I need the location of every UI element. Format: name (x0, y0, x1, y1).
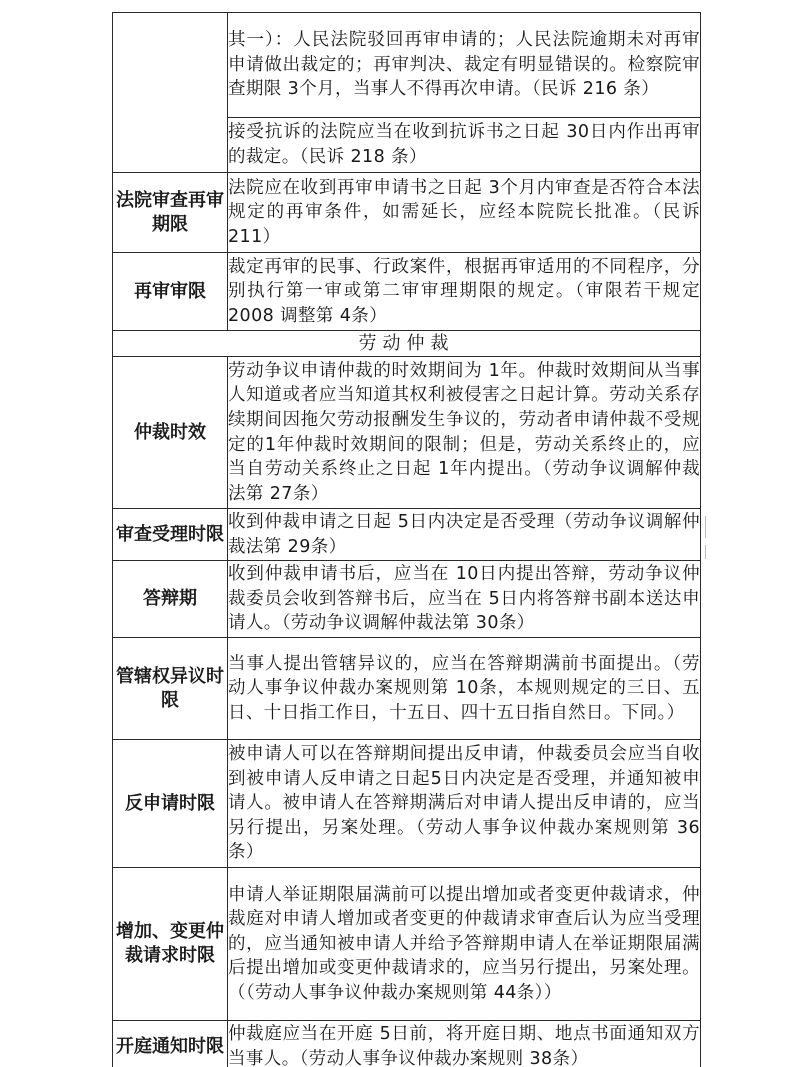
row-label (113, 13, 228, 173)
table-row (113, 357, 701, 509)
row-content: 其一）：人民法院驳回再审申请的；人民法院逾期未对再审申请做出裁定的；再审判决、裁定有明显错误的。检察院审查期限 3个月，当事人不得再次申请。（民诉 216 条） (228, 13, 701, 118)
row-content: 劳动争议申请仲裁的时效期间为 1年。仲裁时效期间从当事人知道或者应当知道其权利被侵害之日起计算。劳动关系存续期间因拖欠劳动报酬发生争议的，劳动者申请仲裁不受规定的1年仲裁时效期间的限制；但是，劳动关系终止的，应当自劳动关系终止之日起 1年内提出。（劳动争议调解仲裁法第 27条） (228, 357, 701, 509)
table-row (113, 638, 701, 740)
table-row (113, 868, 701, 1021)
margin-mark (705, 516, 712, 538)
row-label: 增加、变更仲裁请求时限 (113, 868, 228, 1021)
row-content: 当事人提出管辖异议的，应当在答辩期满前书面提出。（劳动人事争议仲裁办案规则第 10条，本规则规定的三日、五日、十日指工作日，十五日、四十五日指自然日。下同。） (228, 638, 701, 740)
row-label: 反申请时限 (113, 740, 228, 868)
table-row (113, 509, 701, 561)
row-label: 仲裁时效 (113, 357, 228, 509)
table-row (113, 561, 701, 638)
row-content: 收到仲裁申请书后，应当在 10日内提出答辩，劳动争议仲裁委员会收到答辩书后，应当在 5日内将答辩书副本送达申请人。（劳动争议调解仲裁法第 30条） (228, 561, 701, 638)
row-content: 接受抗诉的法院应当在收到抗诉书之日起 30日内作出再审的裁定。（民诉 218 条） (228, 118, 701, 173)
section-heading: 劳动仲裁 (113, 331, 701, 357)
section-row (113, 331, 701, 357)
row-label: 管辖权异议时限 (113, 638, 228, 740)
row-label: 审查受理时限 (113, 509, 228, 561)
row-content: 裁定再审的民事、行政案件，根据再审适用的不同程序，分别执行第一审或第二审审理期限的规定。（审限若干规定 2008 调整第 4条） (228, 253, 701, 331)
table-row (113, 13, 701, 118)
row-label: 法院审查再审期限 (113, 173, 228, 253)
table-row (113, 173, 701, 253)
row-content: 申请人举证期限届满前可以提出增加或者变更仲裁请求，仲裁庭对申请人增加或者变更的仲裁请求审查后认为应当受理的，应当通知被申请人并给予答辩期申请人在举证期限届满后提出增加或变更仲裁请求的，应当另行提出，另案处理。（（劳动人事争议仲裁办案规则第 44条）） (228, 868, 701, 1021)
table-row (113, 740, 701, 868)
margin-mark (705, 545, 712, 559)
table-row (113, 253, 701, 331)
row-content: 被申请人可以在答辩期间提出反申请，仲裁委员会应当自收到被申请人反申请之日起5日内决定是否受理，并通知被申请人。被申请人在答辩期满后对申请人提出反申请的，应当另行提出，另案处理。（劳动人事争议仲裁办案规则第 36条） (228, 740, 701, 868)
row-content: 法院应在收到再审申请书之日起 3个月内审查是否符合本法规定的再审条件，如需延长，应经本院院长批准。（民诉 211） (228, 173, 701, 253)
deadline-table (112, 12, 701, 1067)
table-row (113, 1021, 701, 1067)
row-content: 收到仲裁申请之日起 5日内决定是否受理（劳动争议调解仲裁法第 29条） (228, 509, 701, 561)
row-label: 再审审限 (113, 253, 228, 331)
row-content: 仲裁庭应当在开庭 5日前，将开庭日期、地点书面通知双方当事人。（劳动人事争议仲裁办案规则 38条） (228, 1021, 701, 1067)
row-label: 开庭通知时限 (113, 1021, 228, 1067)
row-label: 答辩期 (113, 561, 228, 638)
